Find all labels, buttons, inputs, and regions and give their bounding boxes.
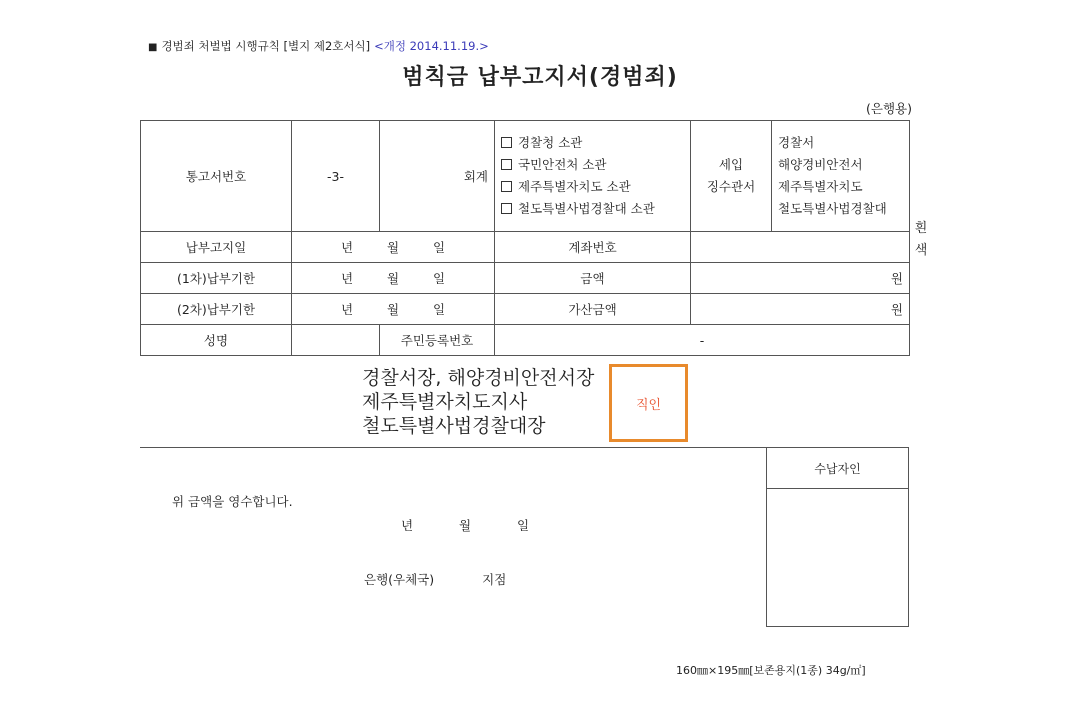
receipt-statement: 위 금액을 영수합니다. [172,494,293,509]
jurisdiction-option[interactable] [501,132,684,154]
seal-label: 직인 [635,397,662,413]
receipt-date[interactable]: 년 월 일 [400,518,530,533]
collector-office-label [691,121,772,232]
form-title: 범칙금 납부고지서(경범죄) [402,65,678,90]
collector-label-line: 징수관서 [706,179,756,194]
second-deadline-field[interactable]: 년 월 일 [292,294,495,325]
paper-spec-footer: 160㎜×195㎜[보존용지(1종) 34g/㎡] [676,664,866,677]
checkbox[interactable] [501,137,512,148]
due-notice-date-field[interactable]: 년 월 일 [292,232,495,263]
account-no-field[interactable] [691,232,910,263]
branch-label: 지점 [482,572,507,587]
jurisdiction-checklist [495,121,691,232]
authority-line: 철도특별사법경찰대장 [362,415,546,437]
bank-label: 은행(우체국) [364,572,435,587]
account-no-label: 계좌번호 [495,232,691,263]
revision-text: <개정 2014.11.19.> [374,39,489,53]
first-deadline-label: (1차)납부기한 [141,263,292,294]
jurisdiction-label: 철도특별사법경찰대 소관 [518,201,655,216]
notice-no-value: -3- [292,121,380,232]
notice-no-label: 통고서번호 [141,121,292,232]
collector-office: 경찰서 [778,135,815,150]
name-field[interactable] [292,325,380,356]
regulation-text: 경범죄 처벌법 시행규칙 [별지 제2호서식] [161,39,371,53]
collector-office: 제주특별자치도 [778,179,863,194]
jurisdiction-label: 경찰청 소관 [518,135,583,150]
authority-line: 경찰서장, 해양경비안전서장 [362,367,595,389]
checkbox[interactable] [501,159,512,170]
jurisdiction-label: 제주특별자치도 소관 [518,179,631,194]
collector-office: 철도특별사법경찰대 [778,201,887,216]
side-label-char: 흰 [914,221,928,236]
first-deadline-field[interactable]: 년 월 일 [292,263,495,294]
collector-label-line: 세입 [718,157,744,172]
bullet-square: ■ [148,42,158,53]
copy-label: (은행용) [866,101,912,116]
collector-office: 해양경비안전서 [778,157,863,172]
amount-field[interactable]: 원 [691,263,910,294]
due-notice-date-label: 납부고지일 [141,232,292,263]
issuing-authority [362,366,594,438]
checkbox[interactable] [501,181,512,192]
amount-label: 금액 [495,263,691,294]
second-deadline-label: (2차)납부기한 [141,294,292,325]
side-color-label [913,218,929,262]
table-row [141,232,910,263]
side-label-char: 색 [914,243,928,258]
collector-seal-label: 수납자인 [767,448,908,489]
table-row [141,325,910,356]
checkbox[interactable] [501,203,512,214]
name-label: 성명 [141,325,292,356]
table-row [141,121,910,232]
collector-office-list [772,121,910,232]
official-seal-box [609,364,688,442]
jurisdiction-option[interactable] [501,198,684,220]
table-row [141,294,910,325]
resident-no-field[interactable]: - [495,325,910,356]
bank-branch-line[interactable] [364,570,506,588]
regulation-header [148,38,489,54]
surcharge-label: 가산금액 [495,294,691,325]
jurisdiction-label: 국민안전처 소관 [518,157,607,172]
authority-line: 제주특별자치도지사 [362,391,528,413]
accounting-label: 회계 [380,121,495,232]
jurisdiction-option[interactable] [501,176,684,198]
collector-seal-box[interactable] [766,447,909,627]
resident-no-label: 주민등록번호 [380,325,495,356]
surcharge-field[interactable]: 원 [691,294,910,325]
notice-table [140,120,910,356]
receipt-divider [140,447,767,448]
jurisdiction-option[interactable] [501,154,684,176]
table-row [141,263,910,294]
